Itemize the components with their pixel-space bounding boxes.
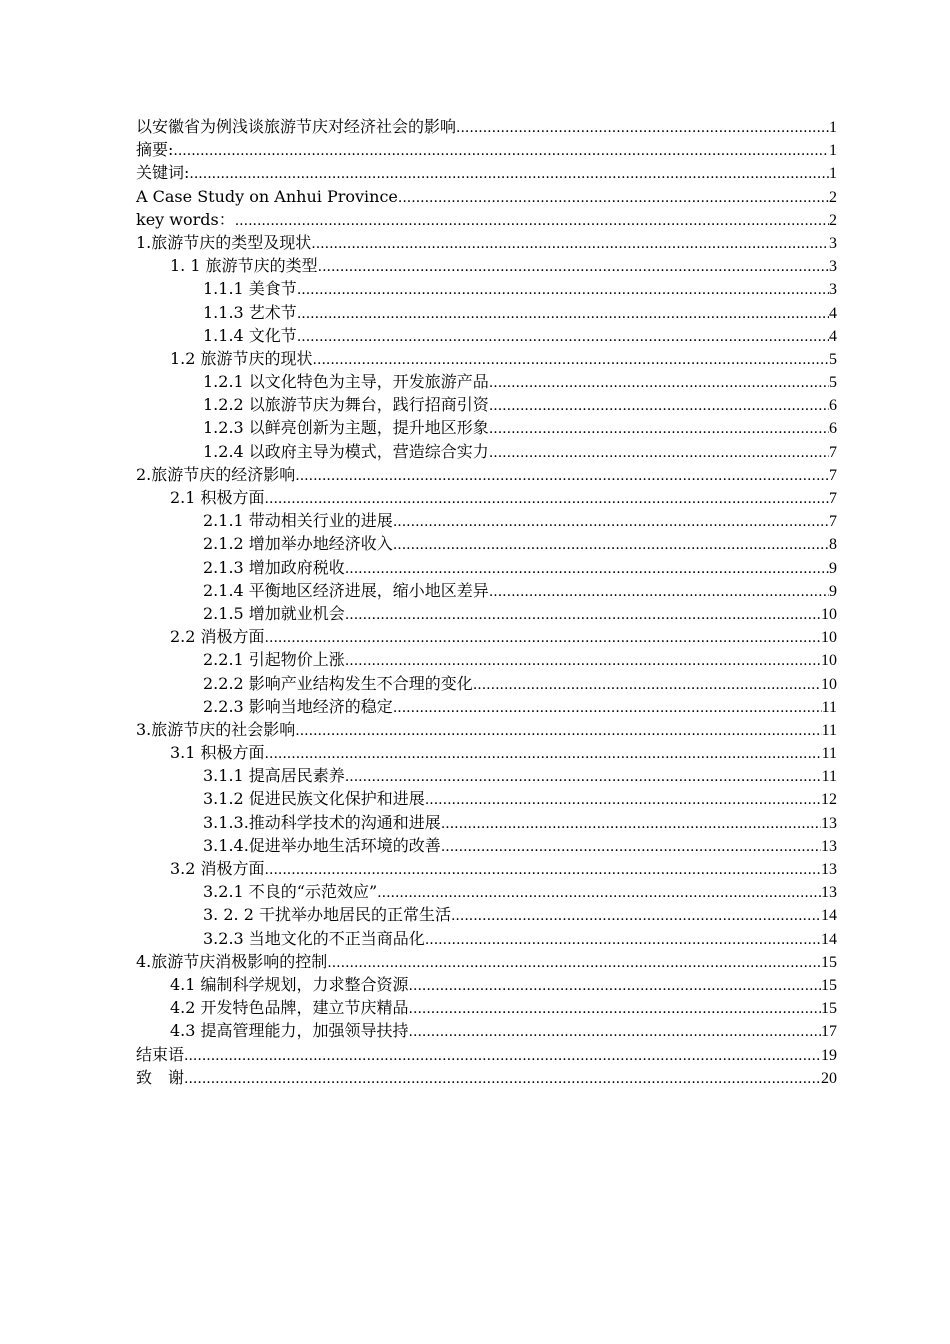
toc-entry-label: 4.旅游节庆消极影响的控制 — [136, 951, 328, 971]
toc-entry-label: 3.2.1 不良的“示范效应” — [203, 882, 378, 902]
toc-entry[interactable] — [136, 787, 837, 810]
toc-entry-page-number: 11 — [821, 698, 837, 716]
toc-entry-label: 1.1.4 文化节 — [203, 325, 297, 345]
toc-entry-label: 关键词: — [136, 163, 190, 183]
toc-entry-label: 3. 2. 2 干扰举办地居民的正常生活 — [203, 905, 451, 925]
toc-entry-label: A Case Study on Anhui Province — [136, 186, 398, 206]
toc-entry-page-number: 7 — [829, 490, 837, 507]
toc-dot-leader — [345, 650, 821, 673]
toc-entry[interactable] — [136, 161, 837, 184]
toc-dot-leader — [425, 789, 821, 812]
toc-dot-leader — [295, 465, 829, 488]
toc-entry[interactable] — [136, 208, 837, 231]
toc-entry[interactable] — [136, 509, 837, 532]
toc-entry-page-number: 13 — [821, 837, 837, 855]
toc-entry-label: 2.旅游节庆的经济影响 — [136, 464, 296, 484]
toc-entry-page-number: 7 — [829, 466, 837, 484]
toc-entry[interactable] — [136, 903, 837, 926]
toc-dot-leader — [318, 256, 829, 279]
toc-entry-page-number: 9 — [829, 559, 837, 577]
toc-dot-leader — [297, 326, 829, 349]
toc-entry-page-number: 11 — [821, 721, 837, 739]
toc-dot-leader — [345, 766, 822, 789]
toc-dot-leader — [345, 604, 821, 627]
toc-dot-leader — [393, 511, 829, 534]
toc-entry[interactable] — [136, 301, 837, 324]
toc-entry-label: 1.旅游节庆的类型及现状 — [136, 232, 312, 252]
toc-entry-label: 1.2.1 以文化特色为主导，开发旅游产品 — [203, 372, 489, 392]
toc-entry-page-number: 10 — [821, 675, 837, 693]
toc-dot-leader — [345, 558, 829, 581]
toc-dot-leader — [235, 210, 829, 233]
toc-entry-page-number: 5 — [829, 374, 837, 392]
toc-entry[interactable] — [136, 996, 837, 1019]
toc-entry[interactable] — [136, 1019, 837, 1042]
toc-dot-leader — [393, 697, 822, 720]
toc-entry-label: 1.1.1 美食节 — [203, 279, 297, 299]
toc-entry-label: 1.1.3 艺术节 — [203, 302, 297, 322]
toc-entry-page-number: 1 — [829, 119, 837, 136]
toc-entry[interactable] — [136, 416, 837, 439]
toc-dot-leader — [265, 743, 822, 766]
toc-entry-page-number: 1 — [829, 142, 837, 160]
toc-entry-page-number: 7 — [829, 443, 837, 461]
toc-entry[interactable] — [136, 625, 837, 648]
toc-dot-leader — [393, 534, 829, 557]
toc-entry[interactable] — [136, 185, 837, 208]
toc-entry[interactable] — [136, 115, 837, 138]
toc-entry-page-number: 2 — [829, 188, 837, 206]
toc-dot-leader — [313, 349, 829, 372]
toc-entry[interactable] — [136, 973, 837, 996]
toc-entry-page-number: 15 — [821, 976, 837, 994]
toc-entry[interactable] — [136, 741, 837, 764]
toc-entry-page-number: 6 — [829, 420, 837, 438]
toc-dot-leader — [377, 882, 821, 905]
toc-entry-label: 3.1.3.推动科学技术的沟通和进展 — [203, 812, 441, 832]
toc-dot-leader — [425, 929, 821, 952]
toc-dot-leader — [409, 998, 821, 1021]
toc-entry-label: 2.2.2 影响产业结构发生不合理的变化 — [203, 673, 473, 693]
toc-entry-label: 3.1 积极方面 — [170, 743, 265, 763]
toc-dot-leader — [297, 303, 829, 326]
toc-dot-leader — [473, 674, 821, 697]
toc-dot-leader — [265, 627, 821, 650]
toc-dot-leader — [489, 581, 829, 604]
toc-entry-label: key words： — [136, 209, 235, 229]
toc-entry[interactable] — [136, 857, 837, 880]
toc-entry-page-number: 10 — [821, 652, 837, 670]
toc-entry[interactable] — [136, 324, 837, 347]
toc-entry-label: 结束语 — [136, 1044, 185, 1064]
toc-entry-page-number: 6 — [829, 397, 837, 415]
toc-entry[interactable] — [136, 277, 837, 300]
toc-entry-page-number: 9 — [829, 582, 837, 600]
toc-entry[interactable] — [136, 927, 837, 950]
toc-dot-leader — [311, 233, 829, 256]
toc-entry[interactable] — [136, 370, 837, 393]
toc-entry-label: 3.1.4.促进举办地生活环境的改善 — [203, 835, 441, 855]
toc-entry-page-number: 20 — [821, 1069, 837, 1087]
toc-entry[interactable] — [136, 486, 837, 509]
toc-entry[interactable] — [136, 579, 837, 602]
toc-dot-leader — [265, 488, 829, 511]
toc-dot-leader — [489, 372, 829, 395]
toc-entry-page-number: 12 — [821, 791, 837, 809]
toc-entry-page-number: 4 — [829, 304, 837, 322]
toc-dot-leader — [173, 140, 829, 163]
toc-entry-page-number: 13 — [821, 884, 837, 902]
toc-dot-leader — [456, 117, 829, 140]
toc-dot-leader — [295, 720, 821, 743]
toc-entry-page-number: 7 — [829, 513, 837, 531]
toc-entry[interactable] — [136, 672, 837, 695]
toc-dot-leader — [441, 836, 821, 859]
toc-entry-label: 致 谢 — [136, 1067, 185, 1087]
toc-dot-leader — [409, 1021, 821, 1044]
toc-dot-leader — [327, 952, 821, 975]
toc-entry-label: 3.2 消极方面 — [170, 859, 265, 878]
toc-entry-label: 2.1.1 带动相关行业的进展 — [203, 511, 393, 531]
toc-entry-label: 2.1.2 增加举办地经济收入 — [203, 534, 393, 554]
toc-dot-leader — [297, 279, 829, 302]
toc-entry[interactable] — [136, 347, 837, 370]
toc-entry-label: 1.2 旅游节庆的现状 — [170, 348, 313, 368]
toc-dot-leader — [489, 442, 829, 465]
toc-entry-label: 1. 1 旅游节庆的类型 — [170, 256, 318, 276]
toc-entry-page-number: 8 — [829, 536, 837, 554]
toc-dot-leader — [189, 163, 829, 186]
toc-entry-page-number: 14 — [821, 930, 837, 948]
toc-entry[interactable] — [136, 231, 837, 254]
toc-entry-page-number: 3 — [829, 258, 837, 276]
toc-entry-label: 2.1.5 增加就业机会 — [203, 603, 345, 623]
toc-entry-page-number: 15 — [821, 1000, 837, 1018]
toc-entry-page-number: 5 — [829, 350, 837, 368]
toc-dot-leader — [184, 1068, 821, 1091]
toc-dot-leader — [409, 975, 821, 998]
toc-entry-page-number: 10 — [821, 605, 837, 623]
toc-entry-label: 1.2.4 以政府主导为模式，营造综合实力 — [203, 441, 489, 461]
toc-dot-leader — [441, 813, 821, 836]
toc-entry-label: 2.1.4 平衡地区经济进展，缩小地区差异 — [203, 580, 489, 600]
toc-entry-page-number: 15 — [821, 953, 837, 971]
toc-entry[interactable] — [136, 556, 837, 579]
toc-entry-label: 1.2.3 以鲜亮创新为主题，提升地区形象 — [203, 418, 489, 438]
toc-entry-label: 2.2.1 引起物价上涨 — [203, 650, 345, 670]
toc-dot-leader — [489, 395, 829, 418]
toc-entry-page-number: 13 — [821, 814, 837, 832]
toc-entry-label: 2.2.3 影响当地经济的稳定 — [203, 696, 393, 716]
toc-entry-page-number: 4 — [829, 327, 837, 345]
toc-entry-label: 摘要: — [136, 140, 174, 160]
toc-dot-leader — [265, 859, 821, 882]
toc-entry[interactable] — [136, 254, 837, 277]
toc-entry-page-number: 2 — [829, 211, 837, 229]
toc-entry[interactable] — [136, 393, 837, 416]
toc-entry[interactable] — [136, 834, 837, 857]
toc-entry[interactable] — [136, 138, 837, 161]
toc-entry[interactable] — [136, 880, 837, 903]
toc-entry-label: 2.1 积极方面 — [170, 488, 265, 507]
toc-entry-label: 3.旅游节庆的社会影响 — [136, 719, 296, 739]
toc-dot-leader — [451, 905, 821, 928]
toc-entry-label: 2.2 消极方面 — [170, 627, 265, 647]
toc-entry[interactable] — [136, 648, 837, 671]
toc-entry[interactable] — [136, 718, 837, 741]
toc-entry-label: 3.1.2 促进民族文化保护和进展 — [203, 789, 425, 809]
toc-entry-label: 3.2.3 当地文化的不正当商品化 — [203, 928, 425, 948]
toc-dot-leader — [489, 418, 829, 441]
toc-entry-page-number: 1 — [829, 165, 837, 183]
toc-entry-page-number: 17 — [821, 1023, 837, 1041]
toc-entry-page-number: 10 — [821, 629, 837, 647]
toc-entry-label: 3.1.1 提高居民素养 — [203, 766, 345, 786]
toc-entry-label: 4.3 提高管理能力，加强领导扶持 — [170, 1021, 409, 1041]
toc-entry-page-number: 13 — [821, 861, 837, 878]
toc-entry-page-number: 11 — [821, 768, 837, 786]
toc-entry[interactable] — [136, 695, 837, 718]
toc-entry-page-number: 3 — [829, 234, 837, 252]
toc-entry[interactable] — [136, 811, 837, 834]
toc-entry[interactable] — [136, 463, 837, 486]
toc-dot-leader — [184, 1045, 821, 1068]
toc-entry-label: 1.2.2 以旅游节庆为舞台，践行招商引资 — [203, 395, 489, 415]
toc-entry-label: 4.2 开发特色品牌，建立节庆精品 — [170, 998, 409, 1018]
toc-entry[interactable] — [136, 950, 837, 973]
toc-entry-label: 2.1.3 增加政府税收 — [203, 557, 345, 577]
toc-entry[interactable] — [136, 532, 837, 555]
toc-entry[interactable] — [136, 1066, 837, 1089]
toc-entry-label: 4.1 编制科学规划，力求整合资源 — [170, 974, 409, 994]
toc-entry-page-number: 14 — [821, 907, 837, 925]
toc-dot-leader — [398, 187, 829, 210]
toc-entry-page-number: 11 — [821, 745, 837, 763]
toc-entry[interactable] — [136, 440, 837, 463]
toc-entry[interactable] — [136, 602, 837, 625]
table-of-contents — [136, 115, 837, 1089]
toc-entry[interactable] — [136, 764, 837, 787]
toc-entry-label: 以安徽省为例浅谈旅游节庆对经济社会的影响 — [136, 117, 457, 136]
toc-entry-page-number: 19 — [821, 1046, 837, 1064]
toc-entry-page-number: 3 — [829, 281, 837, 299]
toc-entry[interactable] — [136, 1043, 837, 1066]
